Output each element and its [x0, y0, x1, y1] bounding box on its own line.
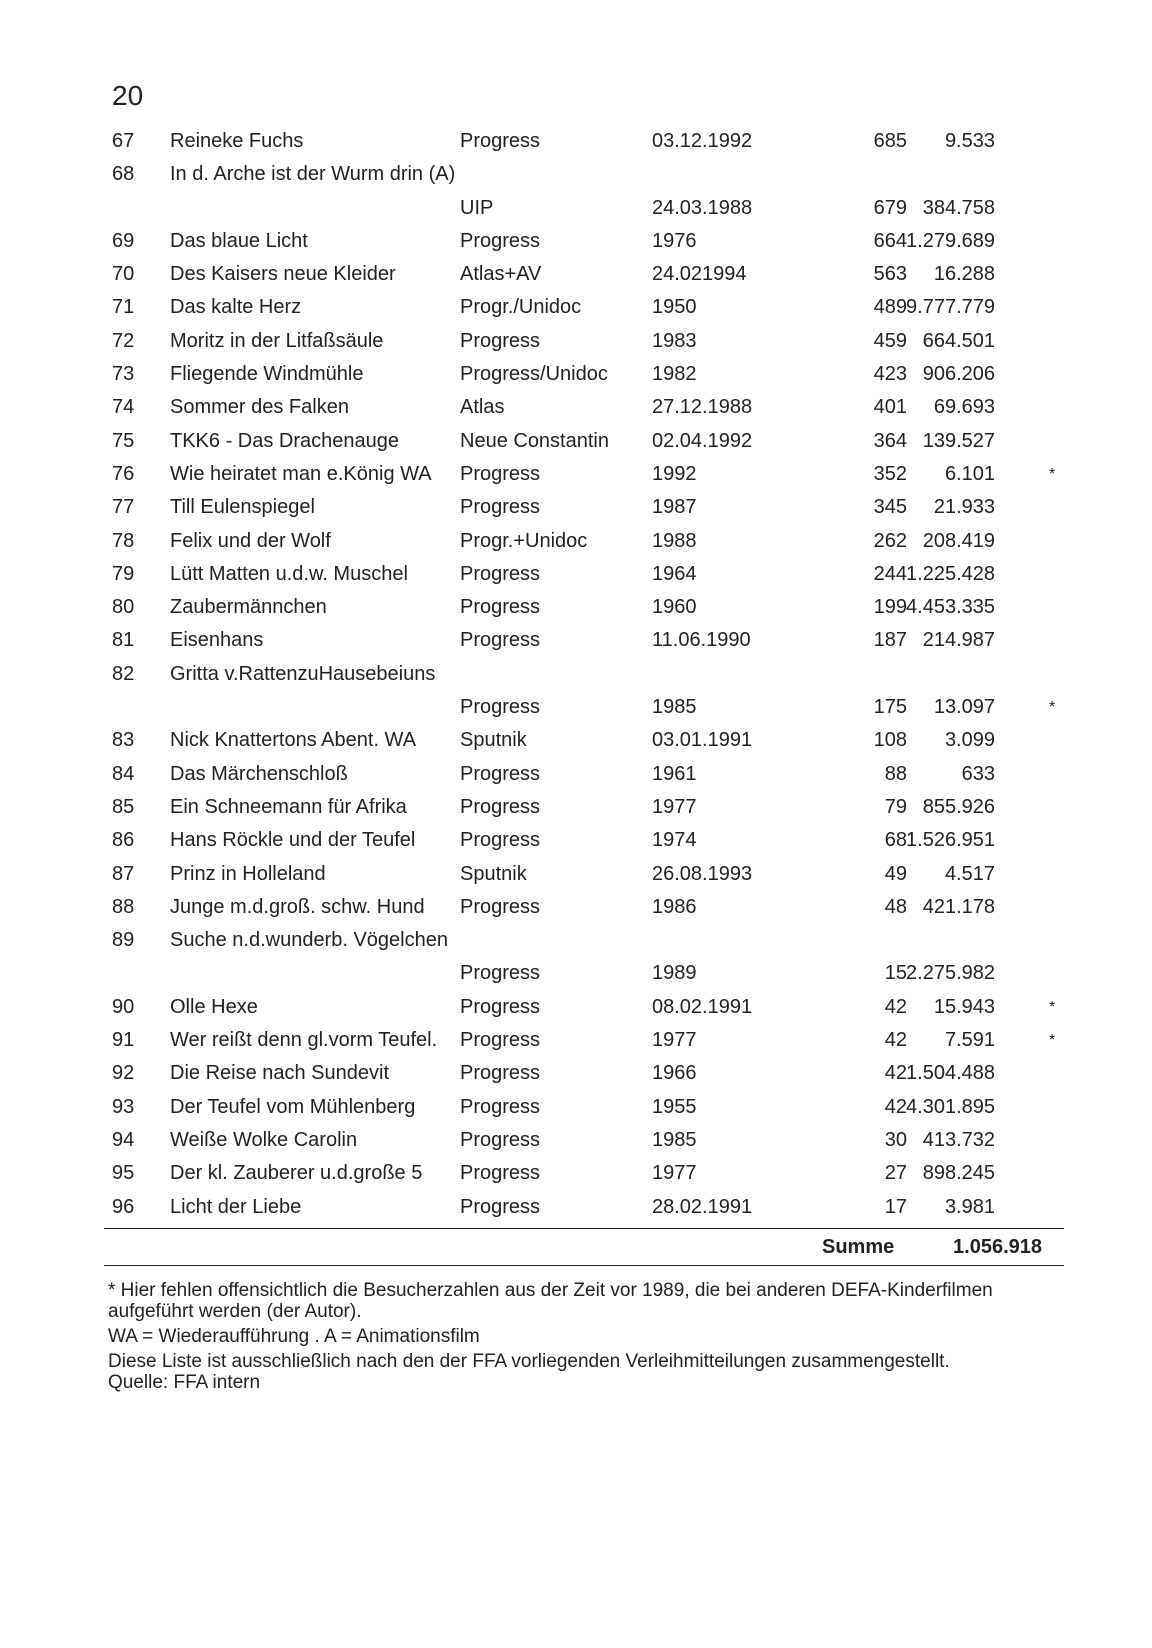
table-row — [0, 1024, 1152, 1057]
cell-date: 1964 — [652, 562, 697, 585]
cell-date: 1985 — [652, 696, 697, 719]
cell-date: 1960 — [652, 596, 697, 619]
cell-count: 27 — [884, 1162, 907, 1185]
cell-date: 24.03.1988 — [652, 196, 753, 219]
cell-total: 421.178 — [922, 895, 995, 918]
cell-dist: Progress — [460, 562, 541, 585]
cell-date: 03.12.1992 — [652, 130, 753, 152]
cell-title: Suche n.d.wunderb. Vögelchen — [170, 929, 448, 952]
cell-total: 1.526.951 — [906, 829, 995, 852]
cell-total: 208.419 — [922, 529, 995, 552]
table-row — [0, 225, 1152, 258]
cell-num: 84 — [112, 762, 135, 785]
cell-count: 108 — [873, 729, 907, 752]
table-row — [0, 192, 1152, 225]
cell-dist: Progress — [460, 895, 541, 918]
cell-title: Gritta v.RattenzuHausebeiuns — [170, 662, 436, 685]
cell-count: 244 — [873, 562, 907, 585]
cell-count: 345 — [873, 496, 907, 519]
table-row — [0, 858, 1152, 891]
cell-title: Nick Knattertons Abent. WA — [170, 729, 417, 752]
cell-count: 563 — [873, 263, 907, 286]
cell-count: 352 — [873, 462, 907, 485]
cell-count: 48 — [884, 895, 907, 918]
summe-label: Summe — [822, 1236, 895, 1258]
cell-dist: Progress — [460, 496, 541, 519]
cell-date: 27.12.1988 — [652, 396, 753, 419]
cell-count: 685 — [873, 130, 907, 152]
cell-date: 1982 — [652, 363, 697, 386]
cell-title: Reineke Fuchs — [170, 130, 304, 152]
cell-dist: Progress — [460, 130, 541, 152]
cell-dist: Progress — [460, 795, 541, 818]
cell-date: 11.06.1990 — [652, 629, 751, 652]
cell-title: Wer reißt denn gl.vorm Teufel. — [170, 1029, 438, 1052]
table-row — [0, 791, 1152, 824]
cell-title: Eisenhans — [170, 629, 264, 652]
cell-date: 1966 — [652, 1062, 697, 1085]
cell-num: 89 — [112, 929, 135, 952]
cell-num: 92 — [112, 1062, 135, 1085]
cell-dist: Progress — [460, 762, 541, 785]
cell-count: 68 — [884, 829, 907, 852]
cell-dist: Progress — [460, 962, 541, 985]
cell-total: 16.288 — [933, 263, 995, 286]
cell-title: Weiße Wolke Carolin — [170, 1128, 358, 1151]
cell-title: Moritz in der Litfaßsäule — [170, 329, 384, 352]
cell-date: 1985 — [652, 1128, 697, 1151]
cell-num: 74 — [112, 396, 135, 419]
cell-title: Ein Schneemann für Afrika — [170, 795, 407, 818]
cell-num: 73 — [112, 363, 135, 386]
cell-total: 4.453.335 — [906, 596, 995, 619]
cell-total: 69.693 — [933, 396, 995, 419]
cell-date: 1977 — [652, 795, 697, 818]
table-row — [0, 291, 1152, 324]
cell-total: 139.527 — [922, 429, 995, 452]
cell-num: 90 — [112, 995, 135, 1018]
cell-title: Lütt Matten u.d.w. Muschel — [170, 562, 408, 585]
cell-total: 15.943 — [933, 995, 995, 1018]
cell-title: Das kalte Herz — [170, 296, 302, 319]
cell-total: 4.517 — [944, 862, 995, 885]
cell-count: 175 — [873, 696, 907, 719]
source-note: Quelle: FFA intern — [108, 1372, 261, 1393]
table-row — [0, 391, 1152, 424]
table-row — [0, 1191, 1152, 1224]
cell-date: 1987 — [652, 496, 697, 519]
cell-total: 906.206 — [922, 363, 995, 386]
cell-total: 4.301.895 — [906, 1095, 995, 1118]
cell-dist: Progress — [460, 1162, 541, 1185]
cell-count: 30 — [884, 1128, 907, 1151]
table-row — [0, 891, 1152, 924]
cell-title: Wie heiratet man e.König WA — [170, 462, 432, 485]
cell-num: 79 — [112, 562, 135, 585]
cell-num: 81 — [112, 629, 135, 652]
table-row — [0, 358, 1152, 391]
cell-date: 1961 — [652, 762, 697, 785]
table-row — [0, 125, 1152, 158]
table-row — [0, 158, 1152, 191]
cell-date: 1955 — [652, 1095, 697, 1118]
cell-dist: Progress — [460, 1128, 541, 1151]
cell-dist: Progress — [460, 1095, 541, 1118]
cell-dist: Progr./Unidoc — [460, 296, 582, 319]
cell-title: Felix und der Wolf — [170, 529, 331, 552]
cell-dist: Progress — [460, 829, 541, 852]
cell-date: 1977 — [652, 1162, 697, 1185]
cell-dist: Atlas — [460, 396, 505, 419]
cell-dist: Progress — [460, 995, 541, 1018]
cell-date: 1988 — [652, 529, 697, 552]
cell-date: 03.01.1991 — [652, 729, 753, 752]
cell-count: 42 — [884, 1095, 907, 1118]
cell-num: 77 — [112, 496, 135, 519]
cell-total: 1.225.428 — [906, 562, 995, 585]
cell-num: 67 — [112, 130, 135, 152]
table-row — [0, 1091, 1152, 1124]
cell-num: 69 — [112, 229, 135, 252]
table-row — [0, 824, 1152, 857]
cell-num: 82 — [112, 662, 135, 685]
cell-count: 15 — [884, 962, 907, 985]
cell-count: 664 — [873, 229, 907, 252]
page-number: 20 — [112, 80, 144, 111]
cell-title: Sommer des Falken — [170, 396, 349, 419]
cell-dist: Progr.+Unidoc — [460, 529, 588, 552]
cell-title: Das blaue Licht — [170, 229, 308, 252]
cell-count: 262 — [873, 529, 907, 552]
table-row — [0, 1057, 1152, 1090]
table-bottom-rule — [104, 1228, 1064, 1229]
cell-dist: Progress — [460, 1062, 541, 1085]
cell-count: 679 — [873, 196, 907, 219]
cell-date: 02.04.1992 — [652, 429, 753, 452]
cell-dist: Progress — [460, 1195, 541, 1218]
cell-date: 1989 — [652, 962, 697, 985]
cell-dist: Neue Constantin — [460, 429, 609, 452]
cell-num: 70 — [112, 263, 135, 286]
cell-title: Junge m.d.groß. schw. Hund — [170, 895, 425, 918]
cell-num: 85 — [112, 795, 135, 818]
cell-dist: Sputnik — [460, 862, 527, 885]
cell-title: Zaubermännchen — [170, 596, 327, 619]
table-row — [0, 758, 1152, 791]
cell-date: 26.08.1993 — [652, 862, 753, 885]
cell-count: 17 — [884, 1195, 907, 1218]
cell-total: 6.101 — [944, 462, 995, 485]
cell-date: 1977 — [652, 1029, 697, 1052]
cell-title: Des Kaisers neue Kleider — [170, 263, 396, 286]
cell-total: 214.987 — [922, 629, 995, 652]
cell-dist: Progress — [460, 329, 541, 352]
cell-num: 71 — [112, 296, 135, 319]
cell-date: 08.02.1991 — [652, 995, 753, 1018]
notes — [108, 1280, 1028, 1397]
cell-date: 1976 — [652, 229, 697, 252]
cell-num: 96 — [112, 1195, 135, 1218]
cell-title: In d. Arche ist der Wurm drin (A) — [170, 163, 456, 186]
table-row — [0, 425, 1152, 458]
table-row — [0, 624, 1152, 657]
cell-num: 75 — [112, 429, 135, 452]
cell-num: 83 — [112, 729, 135, 752]
cell-total: 9.533 — [944, 130, 995, 152]
cell-total: 413.732 — [922, 1128, 995, 1151]
abbreviations-note: WA = Wiederaufführung . A = Animationsfilm — [108, 1326, 480, 1347]
cell-num: 95 — [112, 1162, 135, 1185]
cell-num: 91 — [112, 1029, 135, 1052]
cell-count: 187 — [873, 629, 907, 652]
cell-title: Hans Röckle und der Teufel — [170, 829, 416, 852]
cell-dist: Progress — [460, 229, 541, 252]
cell-num: 78 — [112, 529, 135, 552]
cell-num: 76 — [112, 462, 135, 485]
cell-count: 88 — [884, 762, 907, 785]
summe-rule — [104, 1265, 1064, 1266]
cell-total: 13.097 — [933, 696, 995, 719]
cell-total: 1.504.488 — [906, 1062, 995, 1085]
cell-count: 364 — [873, 429, 907, 452]
table-row — [0, 924, 1152, 957]
cell-title: Das Märchenschloß — [170, 762, 348, 785]
cell-total: 633 — [961, 762, 995, 785]
cell-total: 7.591 — [944, 1029, 995, 1052]
table-row — [0, 658, 1152, 691]
cell-num: 80 — [112, 596, 135, 619]
cell-num: 68 — [112, 163, 135, 186]
compiled-note: Diese Liste ist ausschließlich nach den der FFA vorliegenden Verleihmitteilungen zusammengestellt. — [108, 1351, 950, 1372]
cell-title: Prinz in Holleland — [170, 862, 326, 885]
cell-total: 384.758 — [922, 196, 995, 219]
table-row — [0, 258, 1152, 291]
film-table — [0, 125, 1152, 1224]
cell-title: Till Eulenspiegel — [170, 496, 315, 519]
cell-dist: Progress — [460, 462, 541, 485]
table-row — [0, 591, 1152, 624]
table-row — [0, 724, 1152, 757]
cell-num: 87 — [112, 862, 135, 885]
cell-date: 1983 — [652, 329, 697, 352]
cell-date: 1974 — [652, 829, 697, 852]
cell-date: 1950 — [652, 296, 697, 319]
table-row — [0, 491, 1152, 524]
cell-total: 3.099 — [944, 729, 995, 752]
cell-title: Licht der Liebe — [170, 1195, 302, 1218]
cell-dist: Progress — [460, 696, 541, 719]
cell-count: 49 — [884, 862, 907, 885]
cell-star: * — [1049, 998, 1056, 1016]
cell-total: 664.501 — [922, 329, 995, 352]
table-row — [0, 991, 1152, 1024]
table-row — [0, 691, 1152, 724]
cell-star: * — [1049, 1032, 1056, 1050]
cell-dist: Progress — [460, 596, 541, 619]
cell-star: * — [1049, 465, 1056, 483]
footnote: * Hier fehlen offensichtlich die Besucherzahlen aus der Zeit vor 1989, die bei anderen DEFA-Kinderfilmen aufgeführt werden (der Autor). — [108, 1280, 993, 1322]
cell-count: 42 — [884, 1062, 907, 1085]
cell-total: 1.279.689 — [906, 229, 995, 252]
cell-count: 42 — [884, 995, 907, 1018]
cell-title: Der Teufel vom Mühlenberg — [170, 1095, 416, 1118]
table-row — [0, 458, 1152, 491]
cell-date: 1986 — [652, 895, 697, 918]
cell-count: 199 — [873, 596, 907, 619]
cell-dist: Progress — [460, 629, 541, 652]
table-row — [0, 558, 1152, 591]
cell-title: Olle Hexe — [170, 995, 258, 1018]
cell-title: TKK6 - Das Drachenauge — [170, 429, 400, 452]
cell-title: Fliegende Windmühle — [170, 363, 364, 386]
cell-dist: Sputnik — [460, 729, 527, 752]
cell-num: 88 — [112, 895, 135, 918]
summe-value: 1.056.918 — [953, 1236, 1042, 1258]
table-row — [0, 1157, 1152, 1190]
cell-total: 855.926 — [922, 795, 995, 818]
cell-count: 459 — [873, 329, 907, 352]
cell-total: 9.777.779 — [906, 296, 995, 319]
table-row — [0, 325, 1152, 358]
cell-count: 401 — [873, 396, 907, 419]
cell-total: 3.981 — [944, 1195, 995, 1218]
cell-count: 423 — [873, 363, 907, 386]
cell-dist: Atlas+AV — [460, 263, 542, 286]
cell-star: * — [1049, 699, 1056, 717]
table-row — [0, 1124, 1152, 1157]
cell-dist: Progress — [460, 1029, 541, 1052]
cell-dist: UIP — [460, 196, 494, 219]
cell-total: 2.275.982 — [906, 962, 995, 985]
cell-title: Die Reise nach Sundevit — [170, 1062, 390, 1085]
cell-count: 489 — [873, 296, 907, 319]
cell-total: 898.245 — [922, 1162, 995, 1185]
cell-date: 24.021994 — [652, 263, 747, 286]
cell-num: 86 — [112, 829, 135, 852]
table-row — [0, 525, 1152, 558]
cell-total: 21.933 — [933, 496, 995, 519]
cell-dist: Progress/Unidoc — [460, 363, 608, 386]
cell-count: 42 — [884, 1029, 907, 1052]
cell-num: 94 — [112, 1128, 135, 1151]
cell-date: 1992 — [652, 462, 697, 485]
cell-date: 28.02.1991 — [652, 1195, 753, 1218]
cell-num: 72 — [112, 329, 135, 352]
cell-title: Der kl. Zauberer u.d.große 5 — [170, 1162, 423, 1185]
cell-count: 79 — [884, 795, 907, 818]
table-row — [0, 957, 1152, 990]
cell-num: 93 — [112, 1095, 135, 1118]
